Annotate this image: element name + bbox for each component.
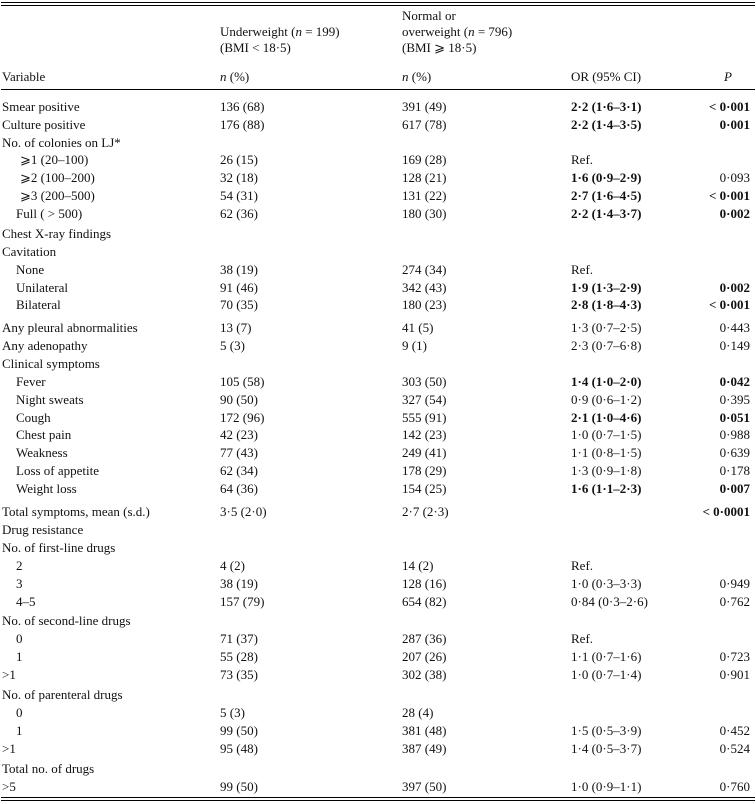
- cell-or: 0·9 (0·6–1·2): [571, 392, 642, 407]
- cell-underweight: 176 (88): [220, 117, 265, 132]
- cell-normal: 391 (49): [402, 99, 447, 114]
- cell-underweight: 4 (2): [220, 558, 245, 573]
- cell-normal: 303 (50): [402, 374, 447, 389]
- cell-underweight: 5 (3): [220, 705, 245, 720]
- table-row: [0, 98, 756, 116]
- row-label: Culture positive: [2, 117, 86, 132]
- table-row: [0, 134, 756, 152]
- table-row: [0, 778, 756, 796]
- cell-or: 1·6 (1·1–2·3): [571, 481, 642, 496]
- table-row: [0, 593, 756, 611]
- cell-p: 0·762: [719, 594, 750, 609]
- cell-or: Ref.: [571, 152, 594, 167]
- row-label: 1: [16, 649, 23, 664]
- cell-normal: 14 (2): [402, 558, 434, 573]
- cell-underweight: 62 (36): [220, 206, 258, 221]
- row-label: >1: [2, 667, 16, 682]
- row-label: Cough: [16, 410, 51, 425]
- row-label: Any pleural abnormalities: [2, 320, 138, 335]
- table-row: [0, 557, 756, 575]
- row-label: ⩾3 (200–500): [20, 188, 95, 203]
- row-label: ⩾1 (20–100): [20, 152, 89, 167]
- table-row: [0, 337, 756, 355]
- cell-normal: 41 (5): [402, 320, 434, 335]
- table-row: [0, 169, 756, 187]
- cell-or: 1·1 (0·8–1·5): [571, 445, 642, 460]
- cell-p: < 0·0001: [702, 504, 750, 519]
- cell-p: 0·949: [719, 576, 750, 591]
- cell-underweight: 3·5 (2·0): [220, 504, 267, 519]
- cell-normal: 302 (38): [402, 667, 447, 682]
- cell-underweight: 136 (68): [220, 99, 265, 114]
- cell-p: 0·452: [719, 723, 750, 738]
- cell-or: 2·1 (1·0–4·6): [571, 410, 642, 425]
- cell-normal: 207 (26): [402, 649, 447, 664]
- table-row: [0, 444, 756, 462]
- cell-p: < 0·001: [709, 99, 750, 114]
- cell-underweight: 55 (28): [220, 649, 258, 664]
- table-row: [0, 243, 756, 261]
- cell-normal: 180 (30): [402, 206, 447, 221]
- table-row: [0, 686, 756, 704]
- table-row: [0, 521, 756, 539]
- row-label: Chest X-ray findings: [2, 226, 112, 241]
- col-p: P: [724, 69, 732, 84]
- cell-p: < 0·001: [709, 188, 750, 203]
- cell-underweight: 77 (43): [220, 445, 258, 460]
- row-label: Chest pain: [16, 427, 72, 442]
- cell-or: 1·4 (1·0–2·0): [571, 374, 642, 389]
- cell-or: 1·0 (0·7–1·4): [571, 667, 642, 682]
- cell-or: 1·0 (0·3–3·3): [571, 576, 642, 591]
- row-label: None: [16, 262, 45, 277]
- cell-underweight: 38 (19): [220, 576, 258, 591]
- row-label: >5: [2, 779, 16, 794]
- cell-underweight: 95 (48): [220, 741, 258, 756]
- cell-or: 1·0 (0·7–1·5): [571, 427, 642, 442]
- row-label: Smear positive: [2, 99, 80, 114]
- cell-underweight: 73 (35): [220, 667, 258, 682]
- cell-p: 0·093: [719, 170, 750, 185]
- row-label: Weakness: [16, 445, 68, 460]
- row-label: Clinical symptoms: [2, 356, 100, 371]
- cell-or: Ref.: [571, 262, 594, 277]
- row-label: No. of parenteral drugs: [2, 687, 123, 702]
- bottom-rule: [1, 797, 755, 798]
- column-header-row: [0, 68, 756, 86]
- cell-underweight: 62 (34): [220, 463, 258, 478]
- cell-normal: 28 (4): [402, 705, 434, 720]
- row-label: No. of second-line drugs: [2, 613, 131, 628]
- row-label: ⩾2 (100–200): [20, 170, 95, 185]
- table-row: [0, 373, 756, 391]
- cell-or: 1·5 (0·5–3·9): [571, 723, 642, 738]
- col-variable: Variable: [2, 69, 46, 84]
- table-row: [0, 391, 756, 409]
- table-row: [0, 539, 756, 557]
- table-row: [0, 279, 756, 297]
- cell-p: 0·395: [719, 392, 750, 407]
- cell-or: 1·3 (0·9–1·8): [571, 463, 642, 478]
- cell-p: 0·042: [719, 374, 750, 389]
- cell-normal: 249 (41): [402, 445, 447, 460]
- cell-p: 0·002: [719, 206, 750, 221]
- cell-p: 0·001: [719, 117, 750, 132]
- table-row: [0, 409, 756, 427]
- cell-normal: 180 (23): [402, 297, 447, 312]
- table-row: [0, 261, 756, 279]
- cell-or: 1·1 (0·7–1·6): [571, 649, 642, 664]
- cell-normal: 397 (50): [402, 779, 447, 794]
- cell-normal: 154 (25): [402, 481, 447, 496]
- row-label: No. of colonies on LJ*: [2, 135, 121, 150]
- cell-normal: 287 (36): [402, 631, 447, 646]
- cell-underweight: 42 (23): [220, 427, 258, 442]
- table-row: [0, 116, 756, 134]
- row-label: Bilateral: [16, 297, 61, 312]
- top-rule: [1, 2, 755, 3]
- cell-normal: 342 (43): [402, 280, 447, 295]
- cell-or: 1·9 (1·3–2·9): [571, 280, 642, 295]
- table-row: [0, 630, 756, 648]
- table-row: [0, 187, 756, 205]
- table-row: [0, 225, 756, 243]
- table-row: [0, 740, 756, 758]
- cell-p: < 0·001: [709, 297, 750, 312]
- row-label: Drug resistance: [2, 522, 84, 537]
- table-row: [0, 426, 756, 444]
- row-label: Total no. of drugs: [2, 761, 95, 776]
- cell-underweight: 13 (7): [220, 320, 252, 335]
- cell-underweight: 54 (31): [220, 188, 258, 203]
- cell-underweight: 26 (15): [220, 152, 258, 167]
- cell-underweight: 157 (79): [220, 594, 265, 609]
- cell-normal: 131 (22): [402, 188, 447, 203]
- cell-normal: 654 (82): [402, 594, 447, 609]
- row-label: 4–5: [16, 594, 36, 609]
- cell-underweight: 172 (96): [220, 410, 265, 425]
- cell-p: 0·901: [719, 667, 750, 682]
- table-row: [0, 575, 756, 593]
- cell-p: 0·002: [719, 280, 750, 295]
- cell-or: 1·6 (0·9–2·9): [571, 170, 642, 185]
- cell-or: 2·8 (1·8–4·3): [571, 297, 642, 312]
- cell-underweight: 71 (37): [220, 631, 258, 646]
- cell-normal: 387 (49): [402, 741, 447, 756]
- header-rule: [1, 89, 755, 90]
- header-underweight: Underweight (n = 199) (BMI < 18·5): [220, 24, 340, 55]
- cell-or: Ref.: [571, 558, 594, 573]
- row-label: Cavitation: [2, 244, 57, 259]
- cell-normal: 555 (91): [402, 410, 447, 425]
- cell-p: 0·443: [719, 320, 750, 335]
- table-row: [0, 319, 756, 337]
- cell-p: 0·524: [719, 741, 750, 756]
- cell-normal: 128 (21): [402, 170, 447, 185]
- row-label: Weight loss: [16, 481, 77, 496]
- cell-normal: 178 (29): [402, 463, 447, 478]
- row-label: 0: [16, 705, 23, 720]
- table-row: [0, 462, 756, 480]
- cell-or: 1·0 (0·9–1·1): [571, 779, 642, 794]
- cell-underweight: 99 (50): [220, 779, 258, 794]
- table-row: [0, 355, 756, 373]
- cell-normal: 617 (78): [402, 117, 447, 132]
- cell-normal: 2·7 (2·3): [402, 504, 449, 519]
- cell-p: 0·149: [719, 338, 750, 353]
- cell-underweight: 70 (35): [220, 297, 258, 312]
- cell-p: 0·007: [719, 481, 750, 496]
- cell-normal: 381 (48): [402, 723, 447, 738]
- header-normal: Normal or overweight (n = 796) (BMI ⩾ 18·5): [402, 8, 513, 55]
- cell-p: 0·051: [719, 410, 750, 425]
- cell-normal: 274 (34): [402, 262, 447, 277]
- cell-underweight: 32 (18): [220, 170, 258, 185]
- row-label: Full ( > 500): [16, 206, 83, 221]
- cell-or: 2·3 (0·7–6·8): [571, 338, 642, 353]
- table-row: [0, 480, 756, 498]
- row-label: 0: [16, 631, 23, 646]
- top-rule-2: [1, 5, 755, 6]
- cell-p: 0·723: [719, 649, 750, 664]
- row-label: 1: [16, 723, 23, 738]
- table-row: [0, 704, 756, 722]
- row-label: Loss of appetite: [16, 463, 100, 478]
- cell-normal: 142 (23): [402, 427, 447, 442]
- row-label: Any adenopathy: [2, 338, 88, 353]
- table-row: [0, 760, 756, 778]
- cell-underweight: 5 (3): [220, 338, 245, 353]
- cell-or: 0·84 (0·3–2·6): [571, 594, 648, 609]
- row-label: Unilateral: [16, 280, 68, 295]
- table-row: [0, 722, 756, 740]
- row-label: No. of first-line drugs: [2, 540, 116, 555]
- cell-normal: 9 (1): [402, 338, 427, 353]
- table-row: [0, 296, 756, 314]
- table-row: [0, 666, 756, 684]
- cell-or: 2·2 (1·6–3·1): [571, 99, 642, 114]
- cell-p: 0·178: [719, 463, 750, 478]
- table-row: [0, 205, 756, 223]
- cell-or: 1·3 (0·7–2·5): [571, 320, 642, 335]
- cell-underweight: 38 (19): [220, 262, 258, 277]
- table-row: [0, 151, 756, 169]
- row-label: >1: [2, 741, 16, 756]
- cell-normal: 128 (16): [402, 576, 447, 591]
- cell-p: 0·760: [719, 779, 750, 794]
- cell-or: 2·2 (1·4–3·7): [571, 206, 642, 221]
- cell-underweight: 99 (50): [220, 723, 258, 738]
- cell-or: Ref.: [571, 631, 594, 646]
- cell-underweight: 91 (46): [220, 280, 258, 295]
- row-label: 3: [16, 576, 23, 591]
- cell-or: 2·2 (1·4–3·5): [571, 117, 642, 132]
- cell-p: 0·988: [719, 427, 750, 442]
- cell-normal: 169 (28): [402, 152, 447, 167]
- table-row: [0, 503, 756, 521]
- bottom-rule-2: [1, 800, 755, 801]
- cell-or: 2·7 (1·6–4·5): [571, 188, 642, 203]
- cell-underweight: 90 (50): [220, 392, 258, 407]
- row-label: Fever: [16, 374, 46, 389]
- row-label: 2: [16, 558, 23, 573]
- col-or: OR (95% CI): [571, 69, 642, 84]
- cell-normal: 327 (54): [402, 392, 447, 407]
- col-n-nw: n (%): [402, 69, 432, 84]
- table-row: [0, 648, 756, 666]
- row-label: Night sweats: [16, 392, 84, 407]
- row-label: Total symptoms, mean (s.d.): [2, 504, 150, 519]
- cell-or: 1·4 (0·5–3·7): [571, 741, 642, 756]
- cell-p: 0·639: [719, 445, 750, 460]
- table-row: [0, 612, 756, 630]
- cell-underweight: 64 (36): [220, 481, 258, 496]
- cell-underweight: 105 (58): [220, 374, 265, 389]
- col-n-uw: n (%): [220, 69, 250, 84]
